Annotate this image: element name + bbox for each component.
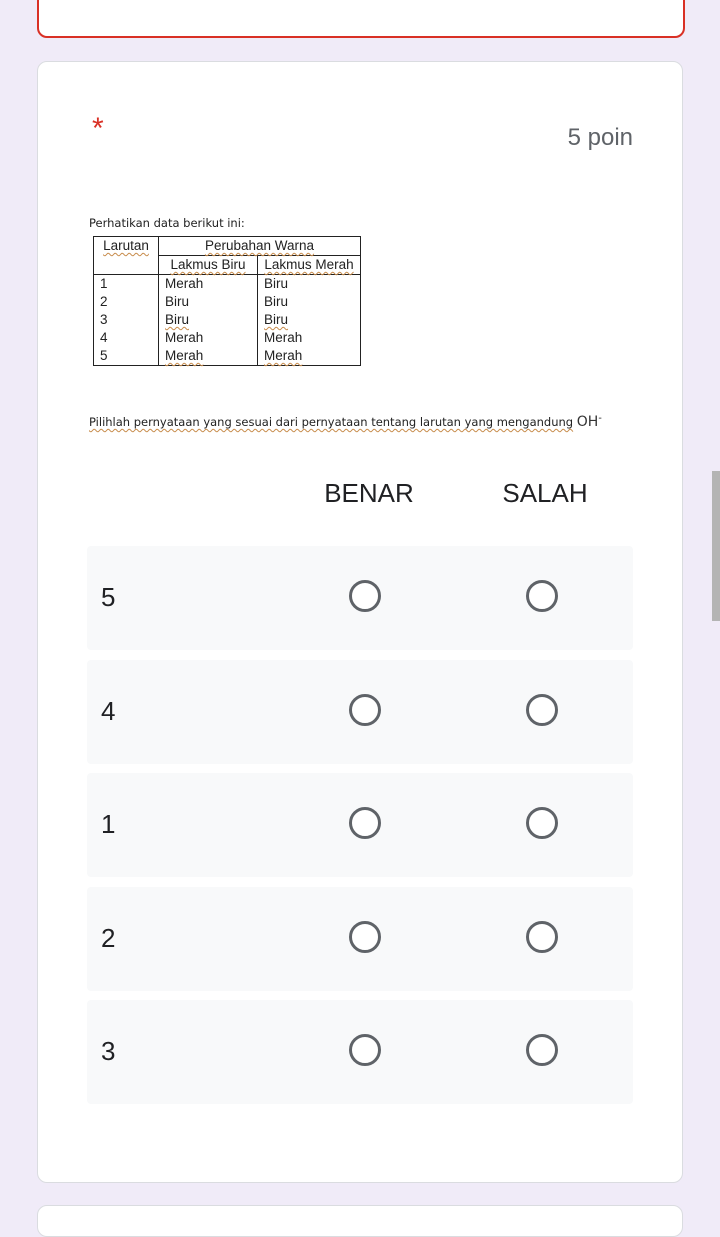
- radio-benar[interactable]: [349, 807, 381, 839]
- radio-salah[interactable]: [526, 921, 558, 953]
- row-label: 2: [101, 923, 116, 953]
- table-cell-blue: Merah Biru Biru Merah Merah: [159, 275, 258, 366]
- row-label: 1: [101, 809, 116, 839]
- grid-row-1: [87, 773, 633, 877]
- hydroxide-formula: OH: [576, 413, 599, 430]
- subheader-blue-litmus: Lakmus Biru: [159, 256, 258, 275]
- next-question-card: [37, 1205, 683, 1237]
- question-image: [87, 210, 647, 435]
- grid-row-3: [87, 1000, 633, 1104]
- question-prompt: Pilihlah pernyataan yang sesuai dari pernyataan tentang larutan yang mengandung OH-: [89, 413, 602, 430]
- row-label: 3: [101, 1036, 116, 1066]
- row-label: 5: [101, 582, 116, 612]
- grid-row-2: [87, 887, 633, 991]
- radio-benar[interactable]: [349, 1034, 381, 1066]
- radio-benar[interactable]: [349, 694, 381, 726]
- radio-salah[interactable]: [526, 807, 558, 839]
- grid-row-4: [87, 660, 633, 764]
- required-indicator: *: [92, 112, 104, 145]
- header-color-change: Perubahan Warna: [159, 237, 361, 256]
- row-label: 4: [101, 696, 116, 726]
- scrollbar-thumb[interactable]: [712, 471, 720, 621]
- question-intro: Perhatikan data berikut ini:: [89, 216, 245, 230]
- radio-salah[interactable]: [526, 694, 558, 726]
- header-solution: Larutan: [94, 237, 159, 275]
- points-label: 5 poin: [567, 124, 633, 151]
- data-table: [93, 236, 361, 366]
- column-header-benar: BENAR: [324, 478, 414, 508]
- radio-salah[interactable]: [526, 1034, 558, 1066]
- grid-row-5: [87, 546, 633, 650]
- subheader-red-litmus: Lakmus Merah: [258, 256, 361, 275]
- table-cell-no: 1 2 3 4 5: [94, 275, 159, 366]
- radio-salah[interactable]: [526, 580, 558, 612]
- radio-benar[interactable]: [349, 580, 381, 612]
- table-cell-red: Biru Biru Biru Merah Merah: [258, 275, 361, 366]
- radio-benar[interactable]: [349, 921, 381, 953]
- column-header-salah: SALAH: [502, 478, 588, 508]
- previous-question-card: [37, 0, 685, 38]
